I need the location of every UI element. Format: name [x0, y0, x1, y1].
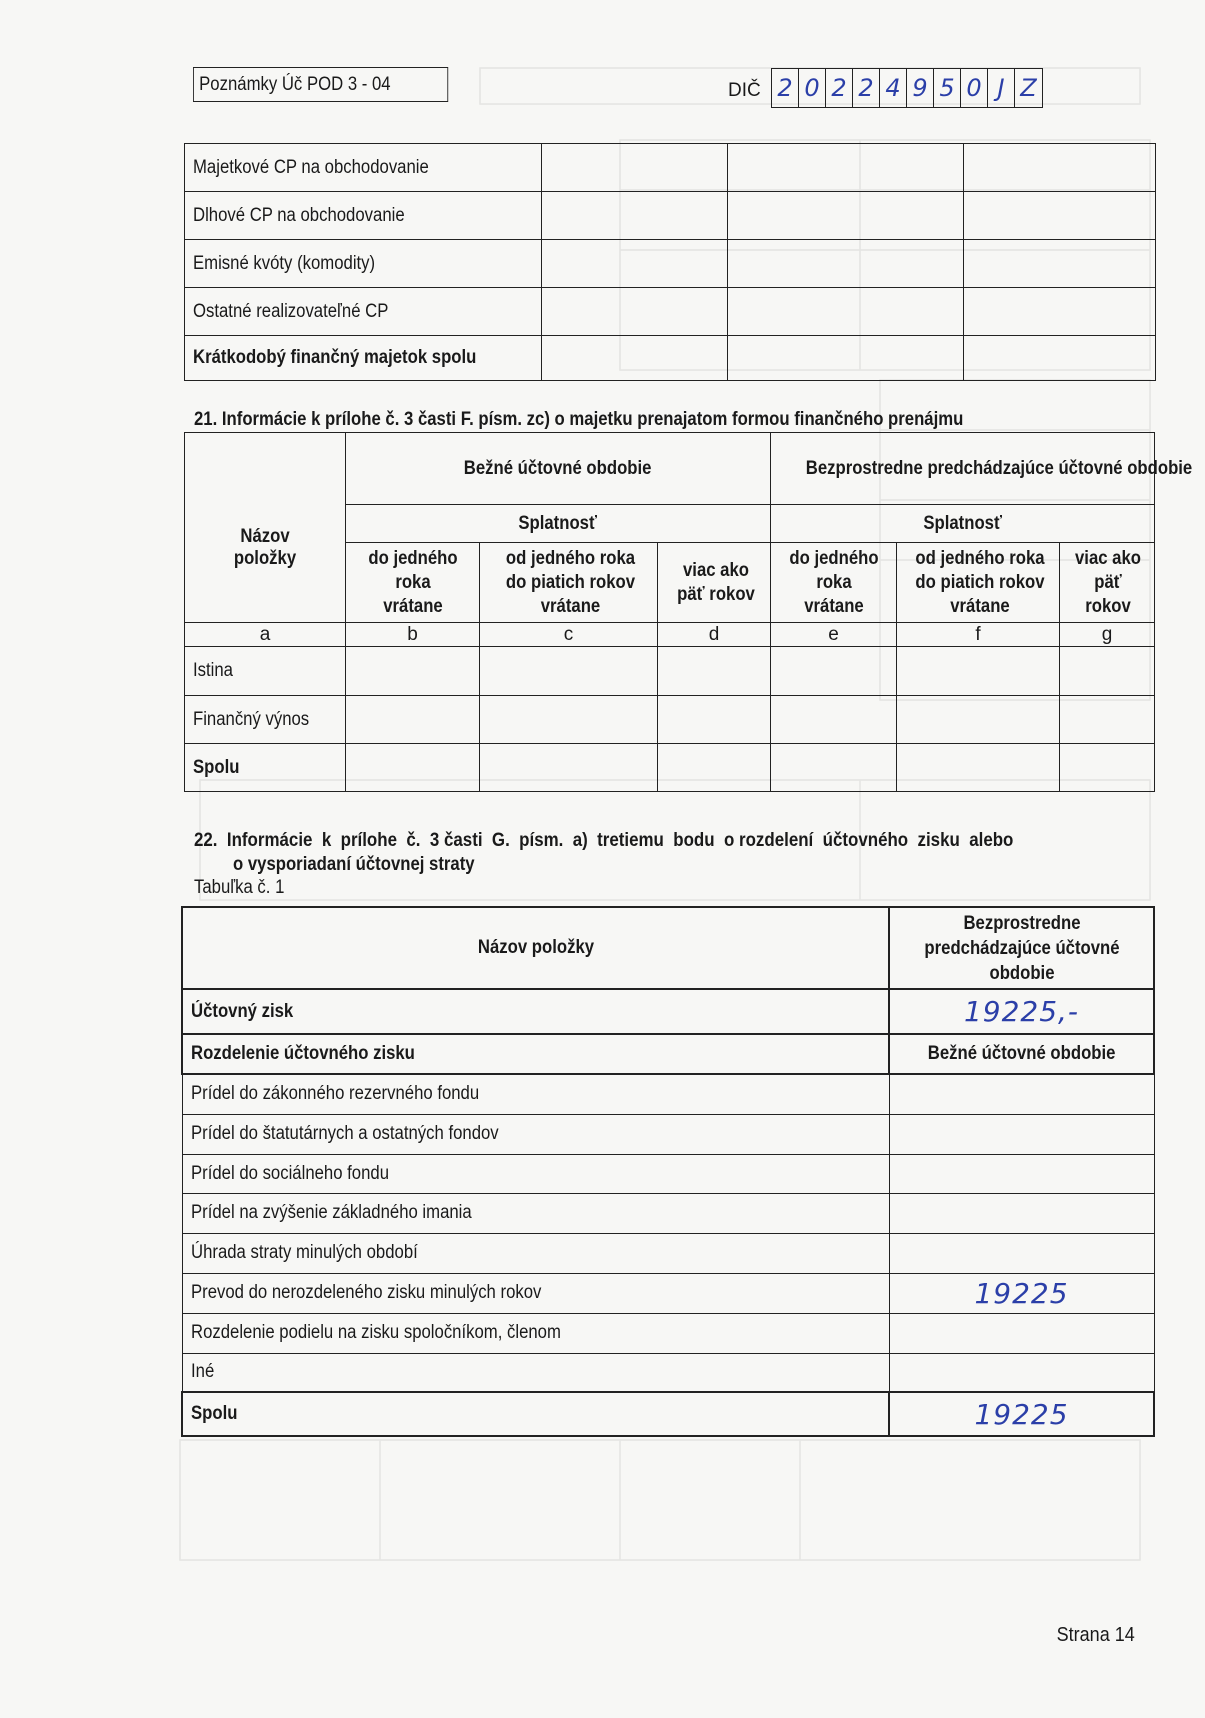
table-label: Tabuľka č. 1: [194, 877, 285, 898]
dic-char: J: [988, 69, 1015, 107]
table-cell[interactable]: 19225: [889, 1273, 1154, 1313]
row-label: Prídel do zákonného rezervného fondu: [190, 1083, 479, 1105]
previous-period-header: Bezprostredne predchádzajúce účtovné obdobie: [805, 457, 1193, 479]
table-cell[interactable]: [346, 744, 480, 792]
column-letter: a: [185, 623, 346, 647]
table-row: [185, 288, 1156, 336]
table-cell[interactable]: [480, 696, 658, 744]
finance-lease-table: [184, 432, 1193, 792]
profit-value: 19225,-: [963, 995, 1080, 1028]
row-label: Dlhové CP na obchodovanie: [193, 204, 405, 226]
maturity-col-header: viac ako päť rokov: [1075, 547, 1141, 617]
table-cell[interactable]: [728, 288, 964, 336]
dic-boxes: [771, 68, 1043, 108]
form-code: Poznámky Úč POD 3 - 04: [199, 74, 391, 95]
table-cell[interactable]: [542, 240, 728, 288]
maturity-header: Splatnosť: [518, 512, 598, 534]
table-cell[interactable]: [771, 696, 897, 744]
table-cell[interactable]: [897, 696, 1060, 744]
table-cell[interactable]: [658, 696, 771, 744]
col-prev-header: Bezprostredne predchádzajúce účtovné obdobie: [923, 912, 1120, 984]
maturity-col-header: do jedného roka vrátane: [789, 547, 879, 617]
row-label: Prevod do nerozdeleného zisku minulých rokov: [190, 1282, 541, 1303]
row-label: Krátkodobý finančný majetok spolu: [193, 347, 477, 368]
row-label: Prídel na zvýšenie základného imania: [190, 1202, 472, 1223]
profit-row: [182, 989, 1154, 1034]
row-label: Iné: [190, 1361, 214, 1383]
table-cell[interactable]: [897, 744, 1060, 792]
table-row-total: [185, 336, 1156, 381]
total-value-cell[interactable]: [889, 1392, 1154, 1436]
table-row-total: [182, 1392, 1154, 1436]
table-cell[interactable]: [658, 647, 771, 696]
page-number: Strana 14: [1056, 1624, 1135, 1646]
row-label: Ostatné realizovateľné CP: [193, 300, 389, 322]
table-cell[interactable]: [889, 1313, 1154, 1353]
row-label: Rozdelenie podielu na zisku spoločníkom, členom: [190, 1322, 561, 1343]
table-row-total: [185, 744, 1155, 792]
table-cell[interactable]: [728, 192, 964, 240]
table-row: [182, 1273, 1154, 1313]
row-label: Prídel do sociálneho fondu: [190, 1162, 389, 1184]
table-row: [185, 144, 1156, 192]
table-cell[interactable]: [1060, 696, 1155, 744]
table-cell[interactable]: [889, 1154, 1154, 1193]
table-cell[interactable]: [771, 744, 897, 792]
maturity-col-header: do jedného roka vrátane: [367, 547, 458, 617]
profit-value-cell[interactable]: [889, 989, 1154, 1034]
table-cell[interactable]: [728, 336, 964, 381]
col-current-header: Bežné účtovné obdobie: [927, 1043, 1116, 1064]
dic-char: 0: [799, 69, 826, 107]
table-cell[interactable]: [346, 647, 480, 696]
table-cell[interactable]: [964, 192, 1156, 240]
total-label: Spolu: [191, 1403, 238, 1424]
table-row: [185, 192, 1156, 240]
table-cell[interactable]: [771, 647, 897, 696]
table-cell[interactable]: [889, 1233, 1154, 1273]
row-label: Úhrada straty minulých období: [190, 1242, 418, 1263]
table-row: [182, 1154, 1154, 1193]
dic-char: 9: [907, 69, 934, 107]
column-letter: f: [897, 623, 1060, 647]
table-cell[interactable]: [889, 1114, 1154, 1154]
table-cell[interactable]: [480, 744, 658, 792]
maturity-col-header: viac ako päť rokov: [677, 559, 755, 605]
table-cell[interactable]: [728, 144, 964, 192]
dic-char: 5: [934, 69, 961, 107]
table-cell[interactable]: [897, 647, 1060, 696]
table-cell[interactable]: [964, 144, 1156, 192]
section-21-title: 21. Informácie k prílohe č. 3 časti F. písm. zc) o majetku prenajatom formou finančného prenájmu: [194, 409, 964, 430]
distribution-label: Rozdelenie účtovného zisku: [191, 1043, 415, 1064]
form-code-box: [193, 67, 448, 102]
table-row: [182, 1233, 1154, 1273]
table-cell[interactable]: [889, 1193, 1154, 1233]
column-letter: d: [658, 623, 771, 647]
table-cell[interactable]: [542, 144, 728, 192]
row-label: Majetkové CP na obchodovanie: [193, 156, 429, 178]
row-label: Spolu: [193, 756, 240, 778]
table-cell[interactable]: [964, 240, 1156, 288]
short-term-financial-assets-table: [184, 143, 1156, 381]
column-letters-row: [185, 623, 1155, 647]
table-row: [185, 647, 1155, 696]
table-row: [182, 1313, 1154, 1353]
table-row: [182, 1074, 1154, 1114]
row-label: Emisné kvóty (komodity): [193, 252, 376, 274]
table-row: [182, 1193, 1154, 1233]
table-cell[interactable]: [964, 336, 1156, 381]
column-letter: e: [771, 623, 897, 647]
table-cell[interactable]: [889, 1074, 1154, 1114]
table-cell[interactable]: [889, 1353, 1154, 1392]
dic-char: 2: [772, 69, 799, 107]
column-letter: g: [1060, 623, 1155, 647]
table-row: [185, 240, 1156, 288]
table-row: [185, 696, 1155, 744]
column-letter: b: [346, 623, 480, 647]
current-period-header: Bežné účtovné obdobie: [464, 457, 652, 479]
table-row: [182, 1114, 1154, 1154]
table-cell[interactable]: [658, 744, 771, 792]
col-name-header: Názov položky: [477, 937, 594, 958]
table-cell[interactable]: [480, 647, 658, 696]
maturity-col-header: od jedného roka do piatich rokov vrátane: [915, 547, 1045, 617]
table-cell[interactable]: [542, 288, 728, 336]
section-22-title-line2: o vysporiadaní účtovnej straty: [233, 854, 475, 875]
table-cell[interactable]: [542, 336, 728, 381]
profit-distribution-table: [181, 906, 1155, 1437]
total-value: 19225: [974, 1397, 1069, 1431]
table-cell[interactable]: [1060, 744, 1155, 792]
table-cell[interactable]: [542, 192, 728, 240]
profit-label: Účtovný zisk: [191, 1000, 294, 1022]
dic-char: 2: [826, 69, 853, 107]
maturity-col-header: od jedného roka do piatich rokov vrátane: [505, 547, 636, 617]
table-cell[interactable]: [346, 696, 480, 744]
dic-char: 2: [853, 69, 880, 107]
table-cell[interactable]: [1060, 647, 1155, 696]
section-22-title: 22. Informácie k prílohe č. 3 časti G. písm. a) tretiemu bodu o rozdelení účtovného zisku alebo: [194, 830, 1014, 851]
maturity-header: Splatnosť: [923, 512, 1002, 534]
row-label: Prídel do štatutárnych a ostatných fondov: [190, 1123, 499, 1144]
table-cell[interactable]: [728, 240, 964, 288]
table-cell[interactable]: [964, 288, 1156, 336]
table-row: [182, 1353, 1154, 1392]
column-letter: c: [480, 623, 658, 647]
row-label: Finančný výnos: [193, 708, 310, 730]
dic-char: 0: [961, 69, 988, 107]
dic-char: Z: [1020, 74, 1037, 102]
dic-char: 4: [880, 69, 907, 107]
col-name-header: Názov položky: [233, 525, 297, 569]
row-label: Istina: [193, 660, 233, 681]
dic-label: DIČ: [728, 80, 761, 101]
